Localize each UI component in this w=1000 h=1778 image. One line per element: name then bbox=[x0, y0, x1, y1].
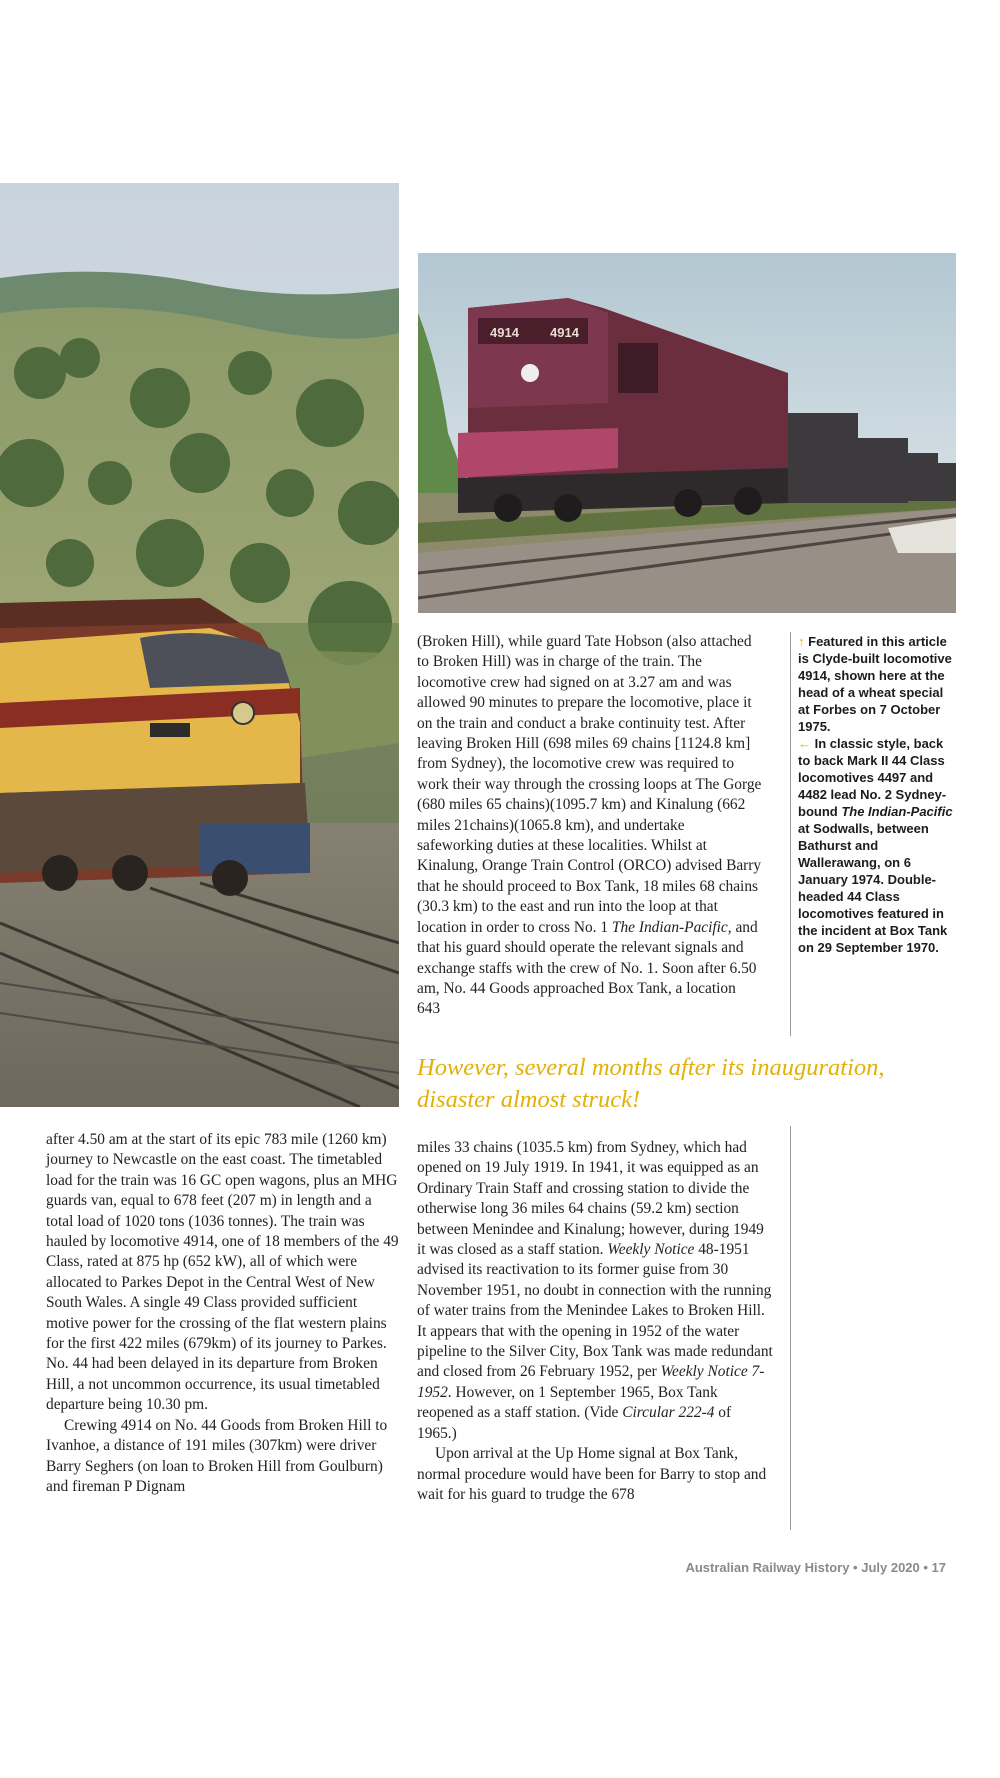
italic-text-run: Weekly Notice bbox=[607, 1241, 695, 1259]
article-paragraph bbox=[46, 1416, 401, 1498]
photo-right-image bbox=[418, 253, 956, 613]
article-paragraph bbox=[417, 1138, 773, 1444]
page-footer: Australian Railway History • July 2020 • 17 bbox=[685, 1560, 946, 1575]
photo-caption bbox=[798, 633, 958, 735]
text-run: Upon arrival at the Up Home signal at Box Tank, normal procedure would have been for Barry to stop and wait for his guard to trudge the 678 bbox=[417, 1445, 767, 1503]
article-column-upper-right bbox=[417, 632, 762, 1020]
italic-text-run: The Indian-Pacific bbox=[841, 804, 953, 819]
italic-text-run: Weekly Notice 7-1952 bbox=[417, 1363, 765, 1401]
italic-text-run: The Indian-Pacific, bbox=[611, 918, 732, 936]
locomotive-number-plate: 4914 bbox=[490, 325, 519, 340]
arrow-left-icon: ← bbox=[798, 736, 815, 751]
text-run: and that his guard should operate the relevant signals and exchange staffs with the crew of No. 1. Soon after 6.50 am, No. 44 Goods approached Box Tank, a location 643 bbox=[417, 918, 758, 1018]
photo-right bbox=[418, 253, 956, 613]
text-run: of 1965.) bbox=[417, 1404, 732, 1442]
arrow-up-icon: ↑ bbox=[798, 634, 809, 649]
article-paragraph bbox=[417, 632, 762, 1020]
text-run: miles 33 chains (1035.5 km) from Sydney, which had opened on 19 July 1919. In 1941, it was equipped as an Ordinary Train Staff and crossing station to divide the otherwise long 36 miles 64 chains (59.2 km) section between Menindee and Kinalung; however, during 1949 it was closed as a staff station. bbox=[417, 1139, 764, 1259]
italic-text-run: Circular 222-4 bbox=[622, 1404, 715, 1422]
photo-left-image bbox=[0, 183, 399, 1107]
text-run: In classic style, back to back Mark II 44 Class locomotives 4497 and 4482 lead No. 2 Sydney-bound bbox=[798, 736, 947, 819]
text-run: . However, on 1 September 1965, Box Tank reopened as a staff station. (Vide bbox=[417, 1383, 718, 1422]
text-run: Crewing 4914 on No. 44 Goods from Broken Hill to Ivanhoe, a distance of 191 miles (307km) were driver Barry Seghers (on loan to Broken Hill from Goulburn) and fireman P Dignam bbox=[46, 1416, 388, 1495]
photo-left bbox=[0, 183, 399, 1107]
text-run: Featured in this article is Clyde-built locomotive 4914, shown here at the head of a wheat special at Forbes on 7 October 1975. bbox=[798, 634, 952, 734]
photo-captions bbox=[798, 633, 958, 956]
pull-quote: However, several months after its inauguration, disaster almost struck! bbox=[417, 1054, 885, 1113]
text-run: 48-1951 advised its reactivation to its former guise from 30 November 1951, no doubt in connection with the running of water trains from the Menindee Lakes to Broken Hill. It appears that with the opening in 1952 of the water pipeline to the Silver City, Box Tank was made redundant and closed from 26 February 1952, per bbox=[417, 1241, 773, 1381]
column-rule-top bbox=[790, 632, 791, 1036]
locomotive-number-plate-right: 4914 bbox=[550, 325, 579, 340]
article-column-lower-left bbox=[46, 1130, 401, 1497]
text-run: after 4.50 am at the start of its epic 783 mile (1260 km) journey to Newcastle on the east coast. The timetabled load for the train was 16 GC open wagons, plus an MHG guards van, equal to 678 feet (207 m) in length and a total load of 1020 tons (1036 tonnes). The train was hauled by locomotive 4914, one of 18 members of the 49 Class, rated at 875 hp (652 kW), all of which were allocated to Parkes Depot in the Central West of New South Wales. A single 49 Class provided sufficient motive power for the crossing of the flat western plains for the first 422 miles (679km) of its journey to Parkes. No. 44 had been delayed in its departure from Broken Hill, a not uncommon occurrence, its usual timetabled departure being 10.30 pm. bbox=[46, 1131, 399, 1414]
text-run: at Sodwalls, between Bathurst and Wallerawang, on 6 January 1974. Double-headed 44 Class locomotives featured in the incident at Box Tank on 29 September 1970. bbox=[798, 821, 948, 955]
column-rule-bottom bbox=[790, 1126, 791, 1530]
article-paragraph bbox=[417, 1444, 773, 1505]
article-paragraph bbox=[46, 1130, 401, 1416]
photo-caption bbox=[798, 735, 958, 956]
text-run: (Broken Hill), while guard Tate Hobson (also attached to Broken Hill) was in charge of the train. The locomotive crew had signed on at 3.27 am and was allowed 90 minutes to prepare the locomotive, place it on the train and conduct a brake continuity test. After leaving Broken Hill (698 miles 69 chains [1124.8 km] from Sydney), the locomotive crew was required to work their way through the crossing loops at The Gorge (680 miles 65 chains)(1095.7 km) and Kinalung (662 miles 21chains)(1065.8 km), and undertake safeworking duties at these localities. Whilst at Kinalung, Orange Train Control (ORCO) advised Barry that he should proceed to Box Tank, 18 miles 68 chains (30.3 km) to the east and run into the loop at that location in order to cross No. 1 bbox=[417, 633, 762, 936]
article-column-lower-right bbox=[417, 1138, 773, 1505]
